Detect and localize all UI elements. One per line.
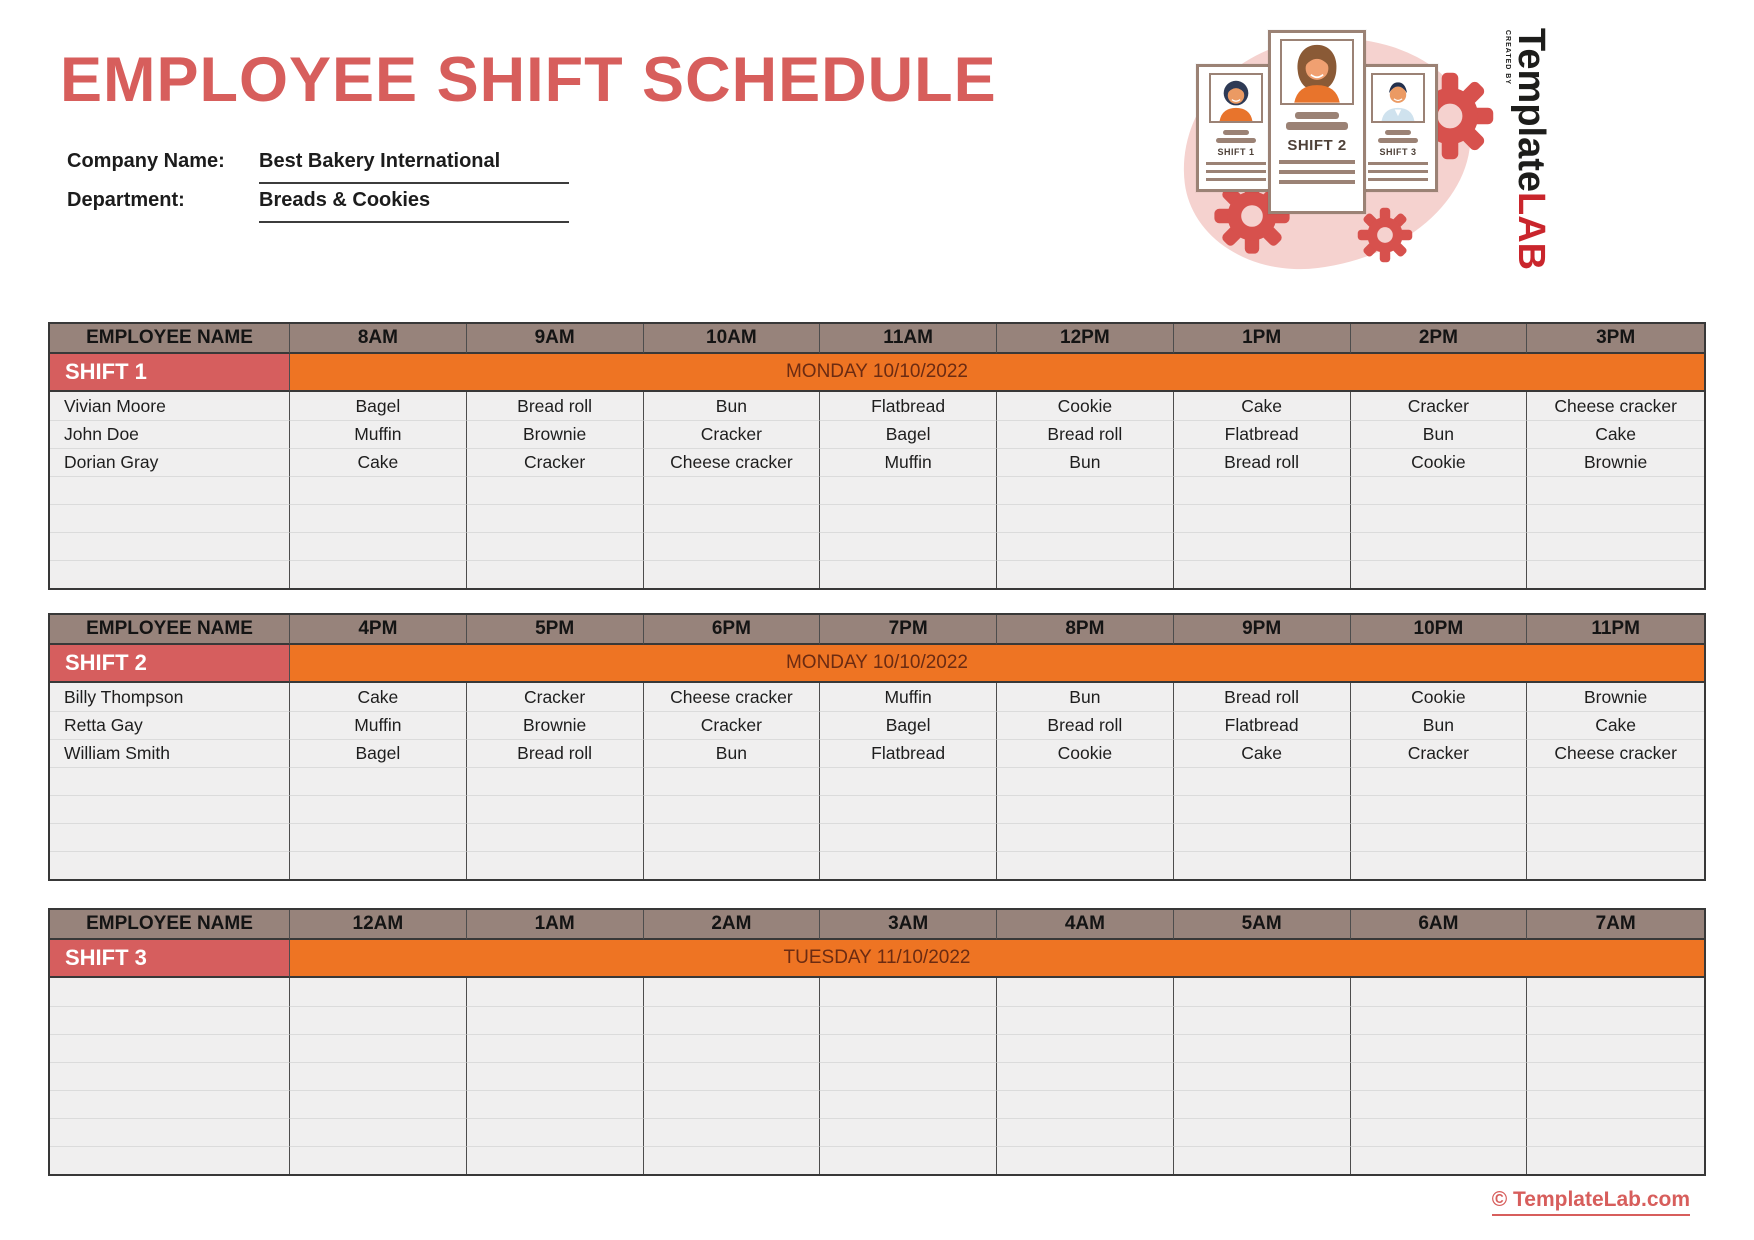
- schedule-cell: [290, 560, 467, 588]
- card-line: [1206, 170, 1266, 173]
- time-header: 10AM: [644, 324, 821, 354]
- schedule-cell: Bagel: [820, 711, 997, 739]
- schedule-cell: Cheese cracker: [644, 683, 821, 711]
- schedule-cell: Cookie: [1351, 448, 1528, 476]
- schedule-cell: [1351, 851, 1528, 879]
- employee-name-header: EMPLOYEE NAME: [50, 910, 290, 940]
- schedule-cell: [1527, 560, 1704, 588]
- time-header: 9AM: [467, 324, 644, 354]
- time-header: 7PM: [820, 615, 997, 645]
- schedule-cell: [644, 532, 821, 560]
- brand-name-red: LAB: [1510, 192, 1552, 271]
- time-header: 8AM: [290, 324, 467, 354]
- brand-name-black: Template: [1510, 28, 1552, 193]
- schedule-cell: [997, 823, 1174, 851]
- schedule-cell: [1174, 978, 1351, 1006]
- schedule-cell: Brownie: [467, 420, 644, 448]
- employee-name-cell: John Doe: [50, 420, 290, 448]
- schedule-cell: [467, 1034, 644, 1062]
- schedule-cell: [290, 1062, 467, 1090]
- schedule-cell: [644, 1118, 821, 1146]
- schedule-cell: [1527, 823, 1704, 851]
- schedule-cell: [467, 476, 644, 504]
- time-header: 6PM: [644, 615, 821, 645]
- schedule-cell: [290, 476, 467, 504]
- schedule-cell: [1351, 560, 1528, 588]
- schedule-cell: Bun: [644, 392, 821, 420]
- schedule-cell: Bread roll: [1174, 448, 1351, 476]
- schedule-cell: Cake: [1174, 739, 1351, 767]
- schedule-cell: [997, 504, 1174, 532]
- time-header: 3PM: [1527, 324, 1704, 354]
- schedule-cell: Bread roll: [997, 711, 1174, 739]
- schedule-cell: [1527, 795, 1704, 823]
- schedule-cell: [290, 532, 467, 560]
- schedule-cell: Cheese cracker: [644, 448, 821, 476]
- employee-name-cell: [50, 767, 290, 795]
- schedule-cell: [997, 1006, 1174, 1034]
- schedule-cell: [820, 1090, 997, 1118]
- schedule-cell: [820, 504, 997, 532]
- schedule-cell: [1174, 476, 1351, 504]
- employee-name-cell: Billy Thompson: [50, 683, 290, 711]
- employee-name-cell: William Smith: [50, 739, 290, 767]
- schedule-cell: Cake: [1527, 420, 1704, 448]
- schedule-cell: [290, 1118, 467, 1146]
- schedule-cell: [467, 795, 644, 823]
- shift-label: SHIFT 1: [50, 354, 290, 392]
- schedule-cell: [820, 1034, 997, 1062]
- schedule-cell: [1527, 1090, 1704, 1118]
- schedule-cell: [467, 532, 644, 560]
- schedule-cell: [1174, 1034, 1351, 1062]
- schedule-cell: [467, 560, 644, 588]
- schedule-cell: Brownie: [467, 711, 644, 739]
- schedule-cell: [997, 1146, 1174, 1174]
- brand-logo: [1504, 28, 1550, 270]
- employee-name-cell: [50, 1034, 290, 1062]
- employee-name-cell: Retta Gay: [50, 711, 290, 739]
- card-line: [1368, 170, 1428, 173]
- schedule-cell: [467, 1146, 644, 1174]
- schedule-cell: [467, 823, 644, 851]
- employee-name-header: EMPLOYEE NAME: [50, 615, 290, 645]
- schedule-cell: [644, 1062, 821, 1090]
- card-line: [1368, 178, 1428, 181]
- schedule-cell: [290, 767, 467, 795]
- avatar-photo: [1371, 73, 1425, 123]
- schedule-cell: Bun: [997, 683, 1174, 711]
- time-header: 6AM: [1351, 910, 1528, 940]
- schedule-cell: [1527, 532, 1704, 560]
- schedule-cell: Bun: [1351, 420, 1528, 448]
- schedule-cell: Cheese cracker: [1527, 739, 1704, 767]
- schedule-cell: [1351, 1006, 1528, 1034]
- schedule-cell: [997, 1062, 1174, 1090]
- time-header: 10PM: [1351, 615, 1528, 645]
- schedule-cell: Muffin: [820, 448, 997, 476]
- schedule-cell: Bagel: [290, 392, 467, 420]
- employee-name-cell: [50, 1006, 290, 1034]
- schedule-cell: Cracker: [1351, 392, 1528, 420]
- schedule-cell: [1527, 1034, 1704, 1062]
- shift-table-2: [48, 613, 1706, 881]
- schedule-cell: [1527, 978, 1704, 1006]
- schedule-cell: [644, 1006, 821, 1034]
- schedule-cell: [467, 1062, 644, 1090]
- schedule-cell: [1174, 504, 1351, 532]
- shift2-badge-card: [1268, 30, 1366, 214]
- schedule-cell: [467, 1006, 644, 1034]
- schedule-cell: [290, 504, 467, 532]
- schedule-cell: [1174, 1118, 1351, 1146]
- schedule-cell: [997, 1090, 1174, 1118]
- shift-date: MONDAY 10/10/2022: [290, 354, 1704, 392]
- schedule-cell: [820, 1006, 997, 1034]
- schedule-cell: [1174, 795, 1351, 823]
- employee-name-header: EMPLOYEE NAME: [50, 324, 290, 354]
- schedule-cell: Bread roll: [467, 739, 644, 767]
- schedule-cell: Bread roll: [467, 392, 644, 420]
- employee-name-cell: [50, 978, 290, 1006]
- schedule-cell: [820, 1118, 997, 1146]
- schedule-cell: [1174, 1062, 1351, 1090]
- schedule-cell: [290, 1006, 467, 1034]
- schedule-cell: [1527, 476, 1704, 504]
- avatar-woman-icon: [1282, 41, 1352, 103]
- schedule-cell: [644, 476, 821, 504]
- schedule-cell: Bread roll: [1174, 683, 1351, 711]
- time-header: 12AM: [290, 910, 467, 940]
- card-text-bar: [1385, 130, 1411, 135]
- shift-table-1: [48, 322, 1706, 590]
- schedule-cell: [820, 560, 997, 588]
- schedule-cell: [644, 1090, 821, 1118]
- department-value: Breads & Cookies: [259, 189, 569, 223]
- schedule-cell: Cookie: [1351, 683, 1528, 711]
- schedule-cell: [1527, 1118, 1704, 1146]
- schedule-cell: Cake: [1174, 392, 1351, 420]
- time-header: 5AM: [1174, 910, 1351, 940]
- schedule-cell: [997, 1034, 1174, 1062]
- schedule-cell: Bagel: [820, 420, 997, 448]
- schedule-cell: Cake: [1527, 711, 1704, 739]
- schedule-cell: [644, 978, 821, 1006]
- time-header: 12PM: [997, 324, 1174, 354]
- brand-created-by: CREATED BY: [1504, 30, 1511, 85]
- employee-name-cell: [50, 795, 290, 823]
- schedule-cell: [1174, 1146, 1351, 1174]
- schedule-cell: [467, 978, 644, 1006]
- schedule-cell: Cookie: [997, 392, 1174, 420]
- card-shift-label: SHIFT 1: [1217, 147, 1255, 157]
- schedule-cell: Brownie: [1527, 448, 1704, 476]
- card-line: [1279, 180, 1355, 184]
- schedule-cell: [644, 560, 821, 588]
- time-header: 11AM: [820, 324, 997, 354]
- schedule-cell: [1174, 767, 1351, 795]
- gear-icon: [1356, 206, 1414, 264]
- schedule-cell: [997, 795, 1174, 823]
- schedule-cell: [290, 795, 467, 823]
- schedule-cell: Bagel: [290, 739, 467, 767]
- schedule-cell: [820, 1062, 997, 1090]
- schedule-cell: [1351, 1062, 1528, 1090]
- employee-name-cell: [50, 1090, 290, 1118]
- schedule-cell: Cheese cracker: [1554, 395, 1677, 416]
- schedule-cell: [1351, 795, 1528, 823]
- schedule-cell: Muffin: [290, 711, 467, 739]
- employee-name-cell: [50, 823, 290, 851]
- time-header: 1PM: [1174, 324, 1351, 354]
- schedule-cell: [1527, 767, 1704, 795]
- schedule-cell: [1527, 1146, 1704, 1174]
- schedule-cell: [1174, 1006, 1351, 1034]
- schedule-cell: [820, 532, 997, 560]
- schedule-cell: [1351, 1090, 1528, 1118]
- schedule-cell: [644, 795, 821, 823]
- employee-name-cell: [50, 532, 290, 560]
- shift-label: SHIFT 3: [50, 940, 290, 978]
- schedule-cell: Cracker: [644, 420, 821, 448]
- schedule-cell: [290, 823, 467, 851]
- time-header: 4AM: [997, 910, 1174, 940]
- employee-name-cell: [50, 851, 290, 879]
- schedule-cell: [644, 851, 821, 879]
- schedule-cell: [997, 978, 1174, 1006]
- schedule-cell: [1351, 823, 1528, 851]
- employee-name-cell: Dorian Gray: [50, 448, 290, 476]
- schedule-cell: [1351, 978, 1528, 1006]
- time-header: 3AM: [820, 910, 997, 940]
- schedule-cell: [467, 1090, 644, 1118]
- employee-name-cell: [50, 1118, 290, 1146]
- time-header: 2AM: [644, 910, 821, 940]
- card-text-bar: [1295, 112, 1339, 119]
- schedule-cell: [1174, 823, 1351, 851]
- schedule-cell: Cracker: [644, 711, 821, 739]
- schedule-cell: [1351, 476, 1528, 504]
- schedule-cell: Bun: [997, 448, 1174, 476]
- schedule-cell: Flatbread: [820, 739, 997, 767]
- schedule-cell: [1527, 504, 1704, 532]
- schedule-cell: Bun: [644, 739, 821, 767]
- schedule-cell: [1351, 1034, 1528, 1062]
- card-line: [1206, 162, 1266, 165]
- schedule-cell: [1174, 532, 1351, 560]
- schedule-cell: [467, 504, 644, 532]
- schedule-cell: [1174, 851, 1351, 879]
- schedule-cell: [997, 560, 1174, 588]
- schedule-cell: [997, 476, 1174, 504]
- schedule-cell: Bun: [1351, 711, 1528, 739]
- schedule-cell: Muffin: [820, 683, 997, 711]
- schedule-cell: [1351, 1118, 1528, 1146]
- schedule-cell: [290, 1146, 467, 1174]
- schedule-cell: [644, 504, 821, 532]
- schedule-cell: Cracker: [467, 683, 644, 711]
- avatar-photo: [1209, 73, 1263, 123]
- schedule-cell: [820, 851, 997, 879]
- employee-name-cell: [50, 1146, 290, 1174]
- shift3-badge-card: [1358, 64, 1438, 192]
- schedule-cell: Flatbread: [1174, 711, 1351, 739]
- schedule-cell: Flatbread: [1174, 420, 1351, 448]
- schedule-cell: [997, 851, 1174, 879]
- schedule-cell: [820, 767, 997, 795]
- employee-name-cell: [50, 1062, 290, 1090]
- avatar-man-icon: [1373, 75, 1423, 121]
- schedule-cell: [820, 476, 997, 504]
- schedule-cell: Brownie: [1584, 686, 1648, 707]
- schedule-cell: [290, 978, 467, 1006]
- department-label: Department:: [67, 189, 185, 211]
- schedule-cell: Cracker: [467, 448, 644, 476]
- schedule-cell: [467, 851, 644, 879]
- shift1-badge-card: [1196, 64, 1276, 192]
- schedule-cell: [997, 532, 1174, 560]
- schedule-cell: [1351, 1146, 1528, 1174]
- time-header: 8PM: [997, 615, 1174, 645]
- schedule-cell: [1527, 1006, 1704, 1034]
- footer-copyright-link[interactable]: © TemplateLab.com: [1492, 1188, 1690, 1216]
- schedule-cell: Muffin: [290, 420, 467, 448]
- schedule-cell: [820, 978, 997, 1006]
- schedule-cell: [820, 823, 997, 851]
- company-name-value: Best Bakery International: [259, 150, 569, 184]
- schedule-cell: [997, 1118, 1174, 1146]
- schedule-cell: [467, 767, 644, 795]
- schedule-cell: [997, 767, 1174, 795]
- schedule-cell: [644, 823, 821, 851]
- shift-label: SHIFT 2: [50, 645, 290, 683]
- card-text-bar: [1378, 138, 1418, 143]
- card-line: [1279, 160, 1355, 164]
- schedule-cell: [644, 1034, 821, 1062]
- employee-name-cell: [50, 504, 290, 532]
- schedule-cell: [1527, 1062, 1704, 1090]
- card-line: [1368, 162, 1428, 165]
- schedule-cell: [1351, 504, 1528, 532]
- schedule-cell: [1351, 767, 1528, 795]
- schedule-cell: [467, 1118, 644, 1146]
- time-header: 11PM: [1527, 615, 1704, 645]
- schedule-cell: [290, 1090, 467, 1118]
- card-line: [1279, 170, 1355, 174]
- card-shift-label: SHIFT 3: [1379, 147, 1417, 157]
- schedule-cell: [644, 767, 821, 795]
- avatar-woman-icon: [1211, 75, 1261, 121]
- time-header: 1AM: [467, 910, 644, 940]
- card-text-bar: [1223, 130, 1249, 135]
- schedule-cell: Cookie: [997, 739, 1174, 767]
- employee-name-cell: Vivian Moore: [50, 392, 290, 420]
- schedule-cell: [820, 1146, 997, 1174]
- schedule-cell: [290, 851, 467, 879]
- card-text-bar: [1216, 138, 1256, 143]
- shift-date: TUESDAY 11/10/2022: [290, 940, 1704, 978]
- time-header: 5PM: [467, 615, 644, 645]
- time-header: 7AM: [1527, 910, 1704, 940]
- schedule-cell: [1174, 1090, 1351, 1118]
- time-header: 4PM: [290, 615, 467, 645]
- shift-date: MONDAY 10/10/2022: [290, 645, 1704, 683]
- schedule-cell: Bread roll: [997, 420, 1174, 448]
- schedule-cell: Cake: [290, 683, 467, 711]
- schedule-cell: Flatbread: [820, 392, 997, 420]
- time-header: 2PM: [1351, 324, 1528, 354]
- page-title: EMPLOYEE SHIFT SCHEDULE: [60, 45, 997, 115]
- schedule-cell: Cake: [290, 448, 467, 476]
- schedule-cell: [1351, 532, 1528, 560]
- schedule-cell: [290, 1034, 467, 1062]
- card-shift-label: SHIFT 2: [1287, 137, 1347, 154]
- brand-name: [1512, 28, 1550, 270]
- card-line: [1206, 178, 1266, 181]
- shift-table-3: [48, 908, 1706, 1176]
- schedule-cell: [820, 795, 997, 823]
- avatar-photo: [1280, 39, 1354, 105]
- time-header: 9PM: [1174, 615, 1351, 645]
- card-text-bar: [1286, 122, 1348, 130]
- employee-name-cell: [50, 560, 290, 588]
- schedule-cell: Cracker: [1351, 739, 1528, 767]
- schedule-cell: [644, 1146, 821, 1174]
- company-name-label: Company Name:: [67, 150, 225, 172]
- schedule-cell: [1174, 560, 1351, 588]
- schedule-cell: [1527, 851, 1704, 879]
- employee-name-cell: [50, 476, 290, 504]
